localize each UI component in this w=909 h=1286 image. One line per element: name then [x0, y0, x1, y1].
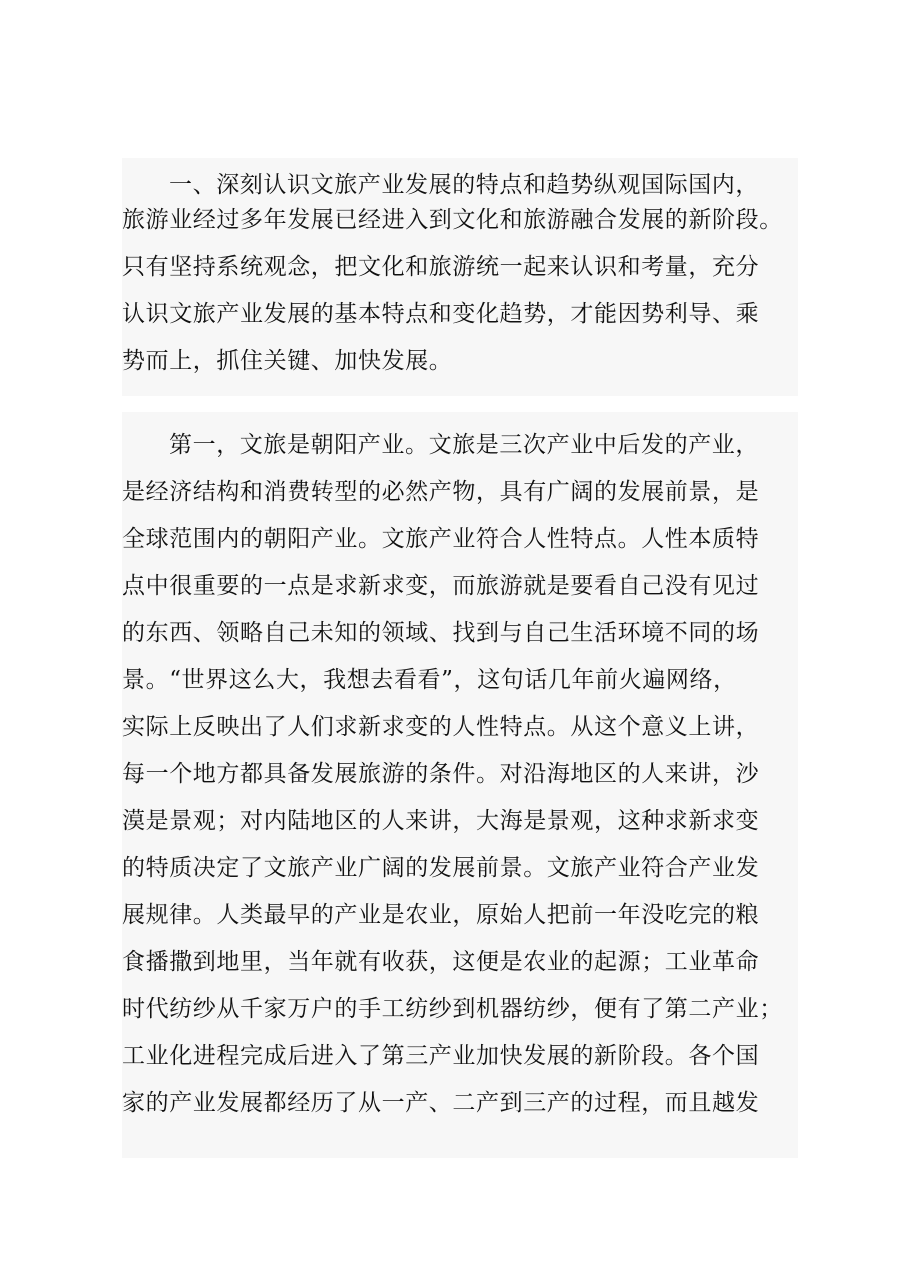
- paragraph-2: [122, 412, 798, 1158]
- paragraph-line: 一、深刻认识文旅产业发展的特点和趋势纵观国际国内，: [169, 172, 759, 198]
- paragraph-line: 实际上反映出了人们求新求变的人性特点。从这个意义上讲，: [122, 714, 760, 740]
- paragraph-line: 食播撒到地里，当年就有收获，这便是农业的起源；工业革命: [122, 949, 760, 975]
- paragraph-line: 第一，文旅是朝阳产业。文旅是三次产业中后发的产业，: [169, 432, 759, 458]
- paragraph-line: 展规律。人类最早的产业是农业，原始人把前一年没吃完的粮: [122, 902, 760, 928]
- paragraph-line: 只有坚持系统观念，把文化和旅游统一起来认识和考量，充分: [122, 254, 760, 280]
- paragraph-line: 家的产业发展都经历了从一产、二产到三产的过程，而且越发: [122, 1090, 760, 1116]
- paragraph-line: 漠是景观；对内陆地区的人来讲，大海是景观，这种求新求变: [122, 808, 760, 834]
- paragraph-line: 点中很重要的一点是求新求变，而旅游就是要看自己没有见过: [122, 573, 760, 599]
- paragraph-line: 全球范围内的朝阳产业。文旅产业符合人性特点。人性本质特: [122, 526, 760, 552]
- paragraph-line: 认识文旅产业发展的基本特点和变化趋势，才能因势利导、乘: [122, 301, 760, 327]
- paragraph-line: 的特质决定了文旅产业广阔的发展前景。文旅产业符合产业发: [122, 855, 760, 881]
- paragraph-line: 势而上，抓住关键、加快发展。: [122, 348, 453, 374]
- paragraph-1: [122, 158, 798, 396]
- paragraph-line: 的东西、领略自己未知的领域、找到与自己生活环境不同的场: [122, 620, 760, 646]
- paragraph-line: 旅游业经过多年发展已经进入到文化和旅游融合发展的新阶段。: [122, 207, 783, 233]
- paragraph-line: 工业化进程完成后进入了第三产业加快发展的新阶段。各个国: [122, 1043, 760, 1069]
- paragraph-line: 景。“世界这么大，我想去看看”，这句话几年前火遍网络，: [122, 667, 737, 693]
- paragraph-line: 是经济结构和消费转型的必然产物，具有广阔的发展前景，是: [122, 479, 760, 505]
- paragraph-line: 每一个地方都具备发展旅游的条件。对沿海地区的人来讲，沙: [122, 761, 760, 787]
- paragraph-line: 时代纺纱从千家万户的手工纺纱到机器纺纱，便有了第二产业；: [122, 996, 783, 1022]
